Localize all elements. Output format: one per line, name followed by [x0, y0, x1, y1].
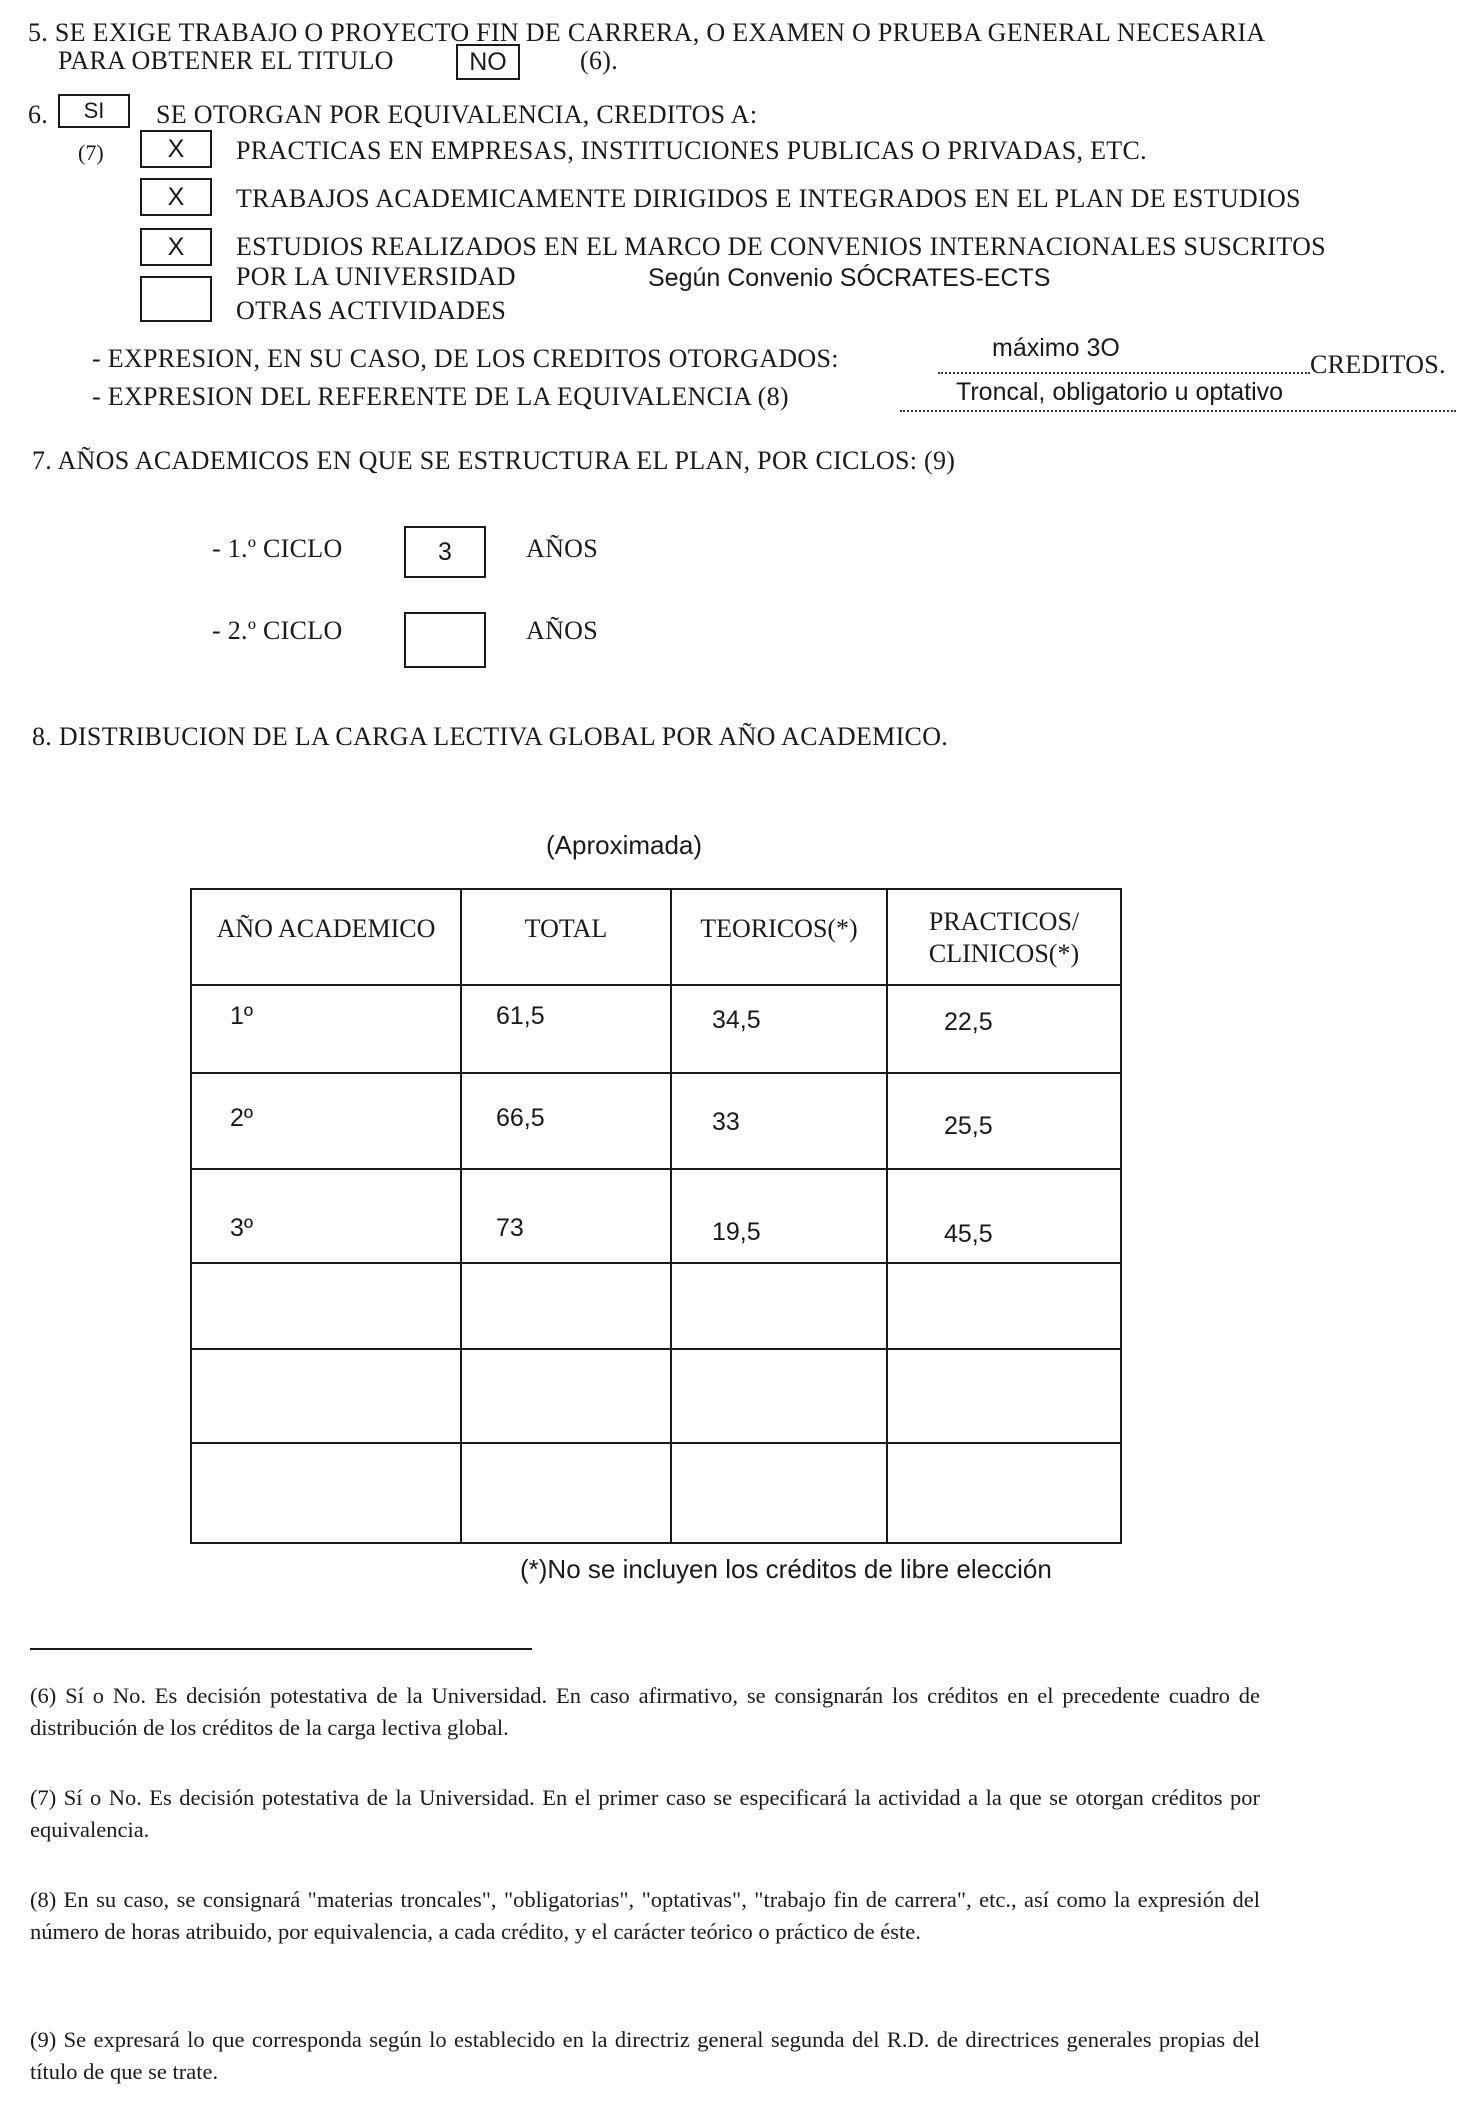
item5-question-line1: 5. SE EXIGE TRABAJO O PROYECTO FIN DE CARRERA, O EXAMEN O PRUEBA GENERAL NECESARIA [28, 18, 1266, 47]
cell-total [461, 1263, 671, 1349]
table-subtitle: (Aproximada) [546, 830, 703, 860]
table-row [191, 1073, 1121, 1169]
option-label-3: ESTUDIOS REALIZADOS EN EL MARCO DE CONVENIOS INTERNACIONALES SUSCRITOS [236, 232, 1326, 261]
referent-value: Troncal, obligatorio u optativo [956, 378, 1284, 406]
cell-practicos [887, 1349, 1121, 1443]
credits-value: máximo 3O [992, 334, 1120, 362]
cell-total [461, 1349, 671, 1443]
referent-label: - EXPRESION DEL REFERENTE DE LA EQUIVALENCIA (8) [92, 382, 789, 411]
table-header-row [191, 889, 1121, 985]
cell-year: 3º [191, 1169, 461, 1263]
table-note: (*)No se incluyen los créditos de libre elección [520, 1554, 1052, 1584]
table-row [191, 1443, 1121, 1543]
item6-number: 6. [28, 100, 49, 129]
cell-teoricos [671, 1349, 887, 1443]
cell-teoricos [671, 1443, 887, 1543]
option-label-2: TRABAJOS ACADEMICAMENTE DIRIGIDOS E INTEGRADOS EN EL PLAN DE ESTUDIOS [236, 184, 1301, 213]
item5-answer-box: NO [456, 44, 520, 80]
item5-footnote-ref: (6). [580, 46, 619, 75]
item7-title: 7. AÑOS ACADEMICOS EN QUE SE ESTRUCTURA EL PLAN, POR CICLOS: (9) [32, 446, 956, 475]
cell-year [191, 1263, 461, 1349]
cycle-1-unit: AÑOS [526, 534, 598, 563]
cell-practicos [887, 1263, 1121, 1349]
cell-practicos: 22,5 [887, 985, 1121, 1073]
credits-suffix: CREDITOS. [1310, 350, 1446, 379]
option-checkbox-3: X [140, 228, 212, 266]
option-checkbox-4 [140, 276, 212, 322]
cell-year [191, 1443, 461, 1543]
option-label-4: OTRAS ACTIVIDADES [236, 296, 507, 325]
cell-teoricos: 34,5 [671, 985, 887, 1073]
item8-title: 8. DISTRIBUCION DE LA CARGA LECTIVA GLOBAL POR AÑO ACADEMICO. [32, 722, 949, 751]
cell-teoricos: 33 [671, 1073, 887, 1169]
cycle-1-value-box: 3 [404, 526, 486, 578]
footnote-6: (6) Sí o No. Es decisión potestativa de la Universidad. En caso afirmativo, se consignarán los créditos en el precedente cuadro de distribución de los créditos de la carga lectiva global. [30, 1683, 1260, 1740]
cell-year: 2º [191, 1073, 461, 1169]
header-practicos [887, 889, 1121, 985]
header-practicos-line2: CLINICOS(*) [928, 939, 1080, 968]
item6-footnote-ref: (7) [78, 140, 104, 165]
option-label-1: PRACTICAS EN EMPRESAS, INSTITUCIONES PUBLICAS O PRIVADAS, ETC. [236, 136, 1147, 165]
option-checkbox-1: X [140, 130, 212, 168]
cell-total: 66,5 [461, 1073, 671, 1169]
option-label-3-continued: POR LA UNIVERSIDAD [236, 262, 516, 291]
option-checkbox-2: X [140, 178, 212, 216]
cell-teoricos: 19,5 [671, 1169, 887, 1263]
table-row [191, 1263, 1121, 1349]
cycle-2-unit: AÑOS [526, 616, 598, 645]
header-total: TOTAL [461, 889, 671, 985]
cell-practicos: 25,5 [887, 1073, 1121, 1169]
footnote-7: (7) Sí o No. Es decisión potestativa de la Universidad. En el primer caso se especificará la actividad a la que se otorgan créditos por equivalencia. [30, 1785, 1260, 1842]
cell-teoricos [671, 1263, 887, 1349]
cell-year: 1º [191, 985, 461, 1073]
footnote-separator [30, 1648, 532, 1650]
table-row [191, 1349, 1121, 1443]
cycle-2-label: - 2.º CICLO [212, 616, 343, 645]
cell-total [461, 1443, 671, 1543]
header-practicos-line1: PRACTICOS/ [928, 907, 1080, 936]
credits-label: - EXPRESION, EN SU CASO, DE LOS CREDITOS OTORGADOS: [92, 344, 839, 373]
table-row [191, 985, 1121, 1073]
header-ano: AÑO ACADEMICO [191, 889, 461, 985]
cycle-1-label: - 1.º CICLO [212, 534, 343, 563]
carga-lectiva-table [190, 888, 1122, 1544]
cell-year [191, 1349, 461, 1443]
cell-practicos [887, 1443, 1121, 1543]
footnote-8: (8) En su caso, se consignará "materias troncales", "obligatorias", "optativas", "trabajo fin de carrera", etc., así como la expresión del número de horas atribuido, por equivalencia, a cada crédito, y el carácter teórico o práctico de éste. [30, 1887, 1260, 1944]
cycle-2-value-box [404, 612, 486, 668]
option-3-handwritten-note: Según Convenio SÓCRATES-ECTS [648, 264, 1051, 292]
table-row [191, 1169, 1121, 1263]
cell-total: 73 [461, 1169, 671, 1263]
header-teoricos: TEORICOS(*) [671, 889, 887, 985]
cell-total: 61,5 [461, 985, 671, 1073]
cell-practicos: 45,5 [887, 1169, 1121, 1263]
item6-answer-box: SI [58, 94, 130, 128]
item6-title: SE OTORGAN POR EQUIVALENCIA, CREDITOS A: [156, 100, 758, 129]
footnote-9: (9) Se expresará lo que corresponda según lo establecido en la directriz general segunda del R.D. de directrices generales propias del título de que se trate. [30, 2027, 1260, 2084]
item5-question-line2: PARA OBTENER EL TITULO [58, 46, 394, 75]
